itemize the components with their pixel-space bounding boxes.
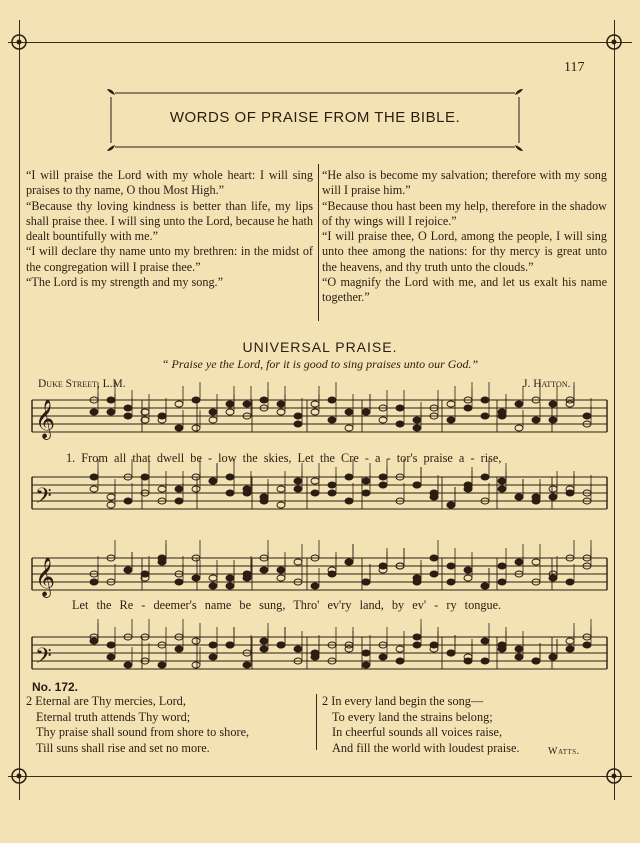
verse-line: And fill the world with loudest praise. <box>332 740 520 755</box>
note-head-icon <box>192 662 200 668</box>
frame-top-rule <box>8 42 632 43</box>
note-head-icon <box>379 482 387 488</box>
note-head-icon <box>413 642 421 648</box>
note-head-icon <box>209 478 217 484</box>
note-head-icon <box>158 555 166 561</box>
treble-clef-icon: 𝄞 <box>35 399 56 439</box>
note-head-icon <box>192 575 200 581</box>
note-head-icon <box>260 638 268 644</box>
note-head-icon <box>464 405 472 411</box>
note-head-icon <box>447 650 455 656</box>
note-head-icon <box>430 571 438 577</box>
note-head-icon <box>464 575 472 581</box>
note-head-icon <box>549 417 557 423</box>
note-head-icon <box>498 646 506 652</box>
hymn-subtitle: “ Praise ye the Lord, for it is good to sing praises unto our God.” <box>161 357 479 371</box>
note-head-icon <box>447 579 455 585</box>
note-head-icon <box>158 486 166 492</box>
scripture-left-column <box>26 168 313 290</box>
note-head-icon <box>226 401 234 407</box>
frame-right-rule <box>614 20 615 800</box>
frame-left-rule <box>19 20 20 800</box>
note-head-icon <box>532 498 540 504</box>
verse-line: Till suns shall rise and set no more. <box>36 740 210 755</box>
scripture-verse: “O magnify the Lord with me, and let us exalt his name together.” <box>322 275 607 305</box>
section-heading: WORDS OF PRAISE FROM THE BIBLE. <box>169 109 461 126</box>
note-head-icon <box>192 425 200 431</box>
note-head-icon <box>124 413 132 419</box>
hymn-lyrics-line: Let the Re - deemer's name be sung, Thro' ev'ry land, by ev' - ry tongue. <box>72 598 502 612</box>
note-head-icon <box>209 654 217 660</box>
note-head-icon <box>515 654 523 660</box>
note-head-icon <box>209 575 217 581</box>
note-head-icon <box>226 490 234 496</box>
note-head-icon <box>90 409 98 415</box>
note-head-icon <box>362 409 370 415</box>
note-head-icon <box>413 634 421 640</box>
treble-clef-icon: 𝄞 <box>35 557 56 597</box>
composer-name: J. Hatton. <box>523 378 571 390</box>
note-head-icon <box>107 409 115 415</box>
music-staff-bass-2 <box>32 632 612 682</box>
music-staff-bass-1 <box>32 472 612 522</box>
note-head-icon <box>107 654 115 660</box>
note-head-icon <box>226 474 234 480</box>
note-head-icon <box>464 567 472 573</box>
note-head-icon <box>311 409 319 415</box>
bass-clef-icon: 𝄢 <box>35 644 52 674</box>
note-head-icon <box>277 401 285 407</box>
verse-line: Eternal truth attends Thy word; <box>36 709 191 724</box>
note-head-icon <box>192 638 200 644</box>
note-head-icon <box>294 486 302 492</box>
note-head-icon <box>90 474 98 480</box>
note-head-icon <box>430 494 438 500</box>
note-head-icon <box>515 559 523 565</box>
note-head-icon <box>532 417 540 423</box>
note-head-icon <box>209 583 217 589</box>
note-head-icon <box>141 474 149 480</box>
note-head-icon <box>243 401 251 407</box>
note-head-icon <box>532 559 540 565</box>
note-head-icon <box>379 417 387 423</box>
hymn-author: Watts. <box>548 746 580 757</box>
note-head-icon <box>328 417 336 423</box>
note-head-icon <box>515 646 523 652</box>
note-head-icon <box>107 642 115 648</box>
note-head-icon <box>498 563 506 569</box>
note-head-icon <box>379 654 387 660</box>
music-staff-treble-1 <box>32 395 612 445</box>
note-head-icon <box>549 654 557 660</box>
note-head-icon <box>277 409 285 415</box>
note-head-icon <box>107 502 115 508</box>
note-head-icon <box>107 494 115 500</box>
verse-line: Thy praise shall sound from shore to shore, <box>36 725 250 739</box>
note-head-icon <box>277 502 285 508</box>
note-head-icon <box>175 579 183 585</box>
note-head-icon <box>481 583 489 589</box>
note-head-icon <box>294 421 302 427</box>
note-head-icon <box>90 638 98 644</box>
note-head-icon <box>260 567 268 573</box>
note-head-icon <box>498 486 506 492</box>
scripture-verse: “I will declare thy name unto my brethren: in the midst of the congregation will I praise thee.” <box>26 244 313 274</box>
note-head-icon <box>345 425 353 431</box>
note-head-icon <box>328 397 336 403</box>
tune-name: Duke Street, L.M. <box>38 378 126 390</box>
note-head-icon <box>345 474 353 480</box>
note-head-icon <box>447 417 455 423</box>
note-head-icon <box>362 478 370 484</box>
note-head-icon <box>379 474 387 480</box>
note-head-icon <box>566 638 574 644</box>
note-head-icon <box>413 579 421 585</box>
note-head-icon <box>515 494 523 500</box>
note-head-icon <box>209 417 217 423</box>
heading-frame <box>103 85 527 155</box>
note-head-icon <box>226 575 234 581</box>
note-head-icon <box>345 559 353 565</box>
note-head-icon <box>124 662 132 668</box>
note-head-icon <box>175 401 183 407</box>
note-head-icon <box>566 646 574 652</box>
note-head-icon <box>294 559 302 565</box>
note-head-icon <box>90 579 98 585</box>
note-head-icon <box>294 413 302 419</box>
note-head-icon <box>226 583 234 589</box>
scripture-verse: “Because thy loving kindness is better than life, my lips shall praise thee. I will sing unto the Lord, because he hath dealt bountifully with me.” <box>26 198 313 244</box>
note-head-icon <box>498 579 506 585</box>
note-head-icon <box>345 409 353 415</box>
corner-ornament-icon <box>603 31 625 53</box>
note-head-icon <box>345 646 353 652</box>
note-head-icon <box>498 413 506 419</box>
verse-line: 2 Eternal are Thy mercies, Lord, <box>26 694 186 708</box>
note-head-icon <box>413 417 421 423</box>
note-head-icon <box>362 490 370 496</box>
note-head-icon <box>192 397 200 403</box>
note-head-icon <box>396 421 404 427</box>
note-head-icon <box>583 642 591 648</box>
scripture-verse: “Because thou hast been my help, therefore in the shadow of thy wings will I rejoice.” <box>322 198 607 228</box>
note-head-icon <box>362 650 370 656</box>
note-head-icon <box>124 405 132 411</box>
note-head-icon <box>311 490 319 496</box>
note-head-icon <box>362 579 370 585</box>
note-head-icon <box>515 401 523 407</box>
note-head-icon <box>124 498 132 504</box>
note-head-icon <box>430 555 438 561</box>
note-head-icon <box>311 583 319 589</box>
note-head-icon <box>328 482 336 488</box>
verse-divider <box>316 694 317 750</box>
note-head-icon <box>345 498 353 504</box>
note-head-icon <box>277 486 285 492</box>
corner-ornament-icon <box>603 765 625 787</box>
note-head-icon <box>396 646 404 652</box>
note-head-icon <box>362 662 370 668</box>
note-head-icon <box>192 486 200 492</box>
note-head-icon <box>277 642 285 648</box>
note-head-icon <box>311 654 319 660</box>
note-head-icon <box>549 401 557 407</box>
scripture-verse: “I will praise thee, O Lord, among the people, I will sing unto thee among the nations: for thy mercy is great unto the heavens, and thy truth unto the clouds.” <box>322 229 607 274</box>
corner-ornament-icon <box>8 765 30 787</box>
note-head-icon <box>209 642 217 648</box>
note-head-icon <box>481 397 489 403</box>
note-head-icon <box>430 642 438 648</box>
hymn-number: No. 172. <box>32 680 79 694</box>
note-head-icon <box>311 478 319 484</box>
note-head-icon <box>107 397 115 403</box>
note-head-icon <box>175 498 183 504</box>
note-head-icon <box>566 579 574 585</box>
hymn-title: UNIVERSAL PRAISE. <box>242 339 398 355</box>
note-head-icon <box>481 413 489 419</box>
hymn-verse-left <box>26 694 316 756</box>
note-head-icon <box>311 401 319 407</box>
music-staff-treble-2 <box>32 553 612 603</box>
note-head-icon <box>175 425 183 431</box>
hymn-lyrics-line: 1. From all that dwell be - low the skies, Let the Cre - a - tor's praise a - rise, <box>66 451 502 465</box>
note-head-icon <box>243 575 251 581</box>
scripture-verse: “I will praise the Lord with my whole heart: I will sing praises to thy name, O thou Most High.” <box>26 168 313 198</box>
note-head-icon <box>481 638 489 644</box>
note-head-icon <box>158 413 166 419</box>
note-head-icon <box>226 409 234 415</box>
note-head-icon <box>481 474 489 480</box>
page-number: 117 <box>564 60 585 75</box>
note-head-icon <box>209 409 217 415</box>
note-head-icon <box>260 397 268 403</box>
note-head-icon <box>549 494 557 500</box>
note-head-icon <box>447 563 455 569</box>
note-head-icon <box>243 486 251 492</box>
note-head-icon <box>158 662 166 668</box>
scripture-verse: “The Lord is my strength and my song.” <box>26 275 223 290</box>
note-head-icon <box>583 413 591 419</box>
scripture-right-column <box>322 168 607 306</box>
note-head-icon <box>464 482 472 488</box>
note-head-icon <box>175 646 183 652</box>
column-divider <box>318 164 319 321</box>
note-head-icon <box>481 658 489 664</box>
note-head-icon <box>498 478 506 484</box>
verse-line: To every land the strains belong; <box>332 709 493 724</box>
note-head-icon <box>294 478 302 484</box>
note-head-icon <box>549 486 557 492</box>
note-head-icon <box>515 425 523 431</box>
corner-ornament-icon <box>8 31 30 53</box>
note-head-icon <box>328 490 336 496</box>
verse-line: 2 In every land begin the song— <box>322 694 484 708</box>
note-head-icon <box>294 646 302 652</box>
frame-bottom-rule <box>8 776 632 777</box>
note-head-icon <box>277 567 285 573</box>
verse-line: In cheerful sounds all voices raise, <box>332 725 503 739</box>
note-head-icon <box>413 425 421 431</box>
note-head-icon <box>396 658 404 664</box>
note-head-icon <box>447 401 455 407</box>
bass-clef-icon: 𝄢 <box>35 484 52 514</box>
note-head-icon <box>90 486 98 492</box>
note-head-icon <box>260 498 268 504</box>
note-head-icon <box>175 486 183 492</box>
note-head-icon <box>243 662 251 668</box>
note-head-icon <box>260 646 268 652</box>
note-head-icon <box>396 405 404 411</box>
note-head-icon <box>277 575 285 581</box>
scripture-verse: “He also is become my salvation; therefore with my song will I praise him.” <box>322 168 607 198</box>
